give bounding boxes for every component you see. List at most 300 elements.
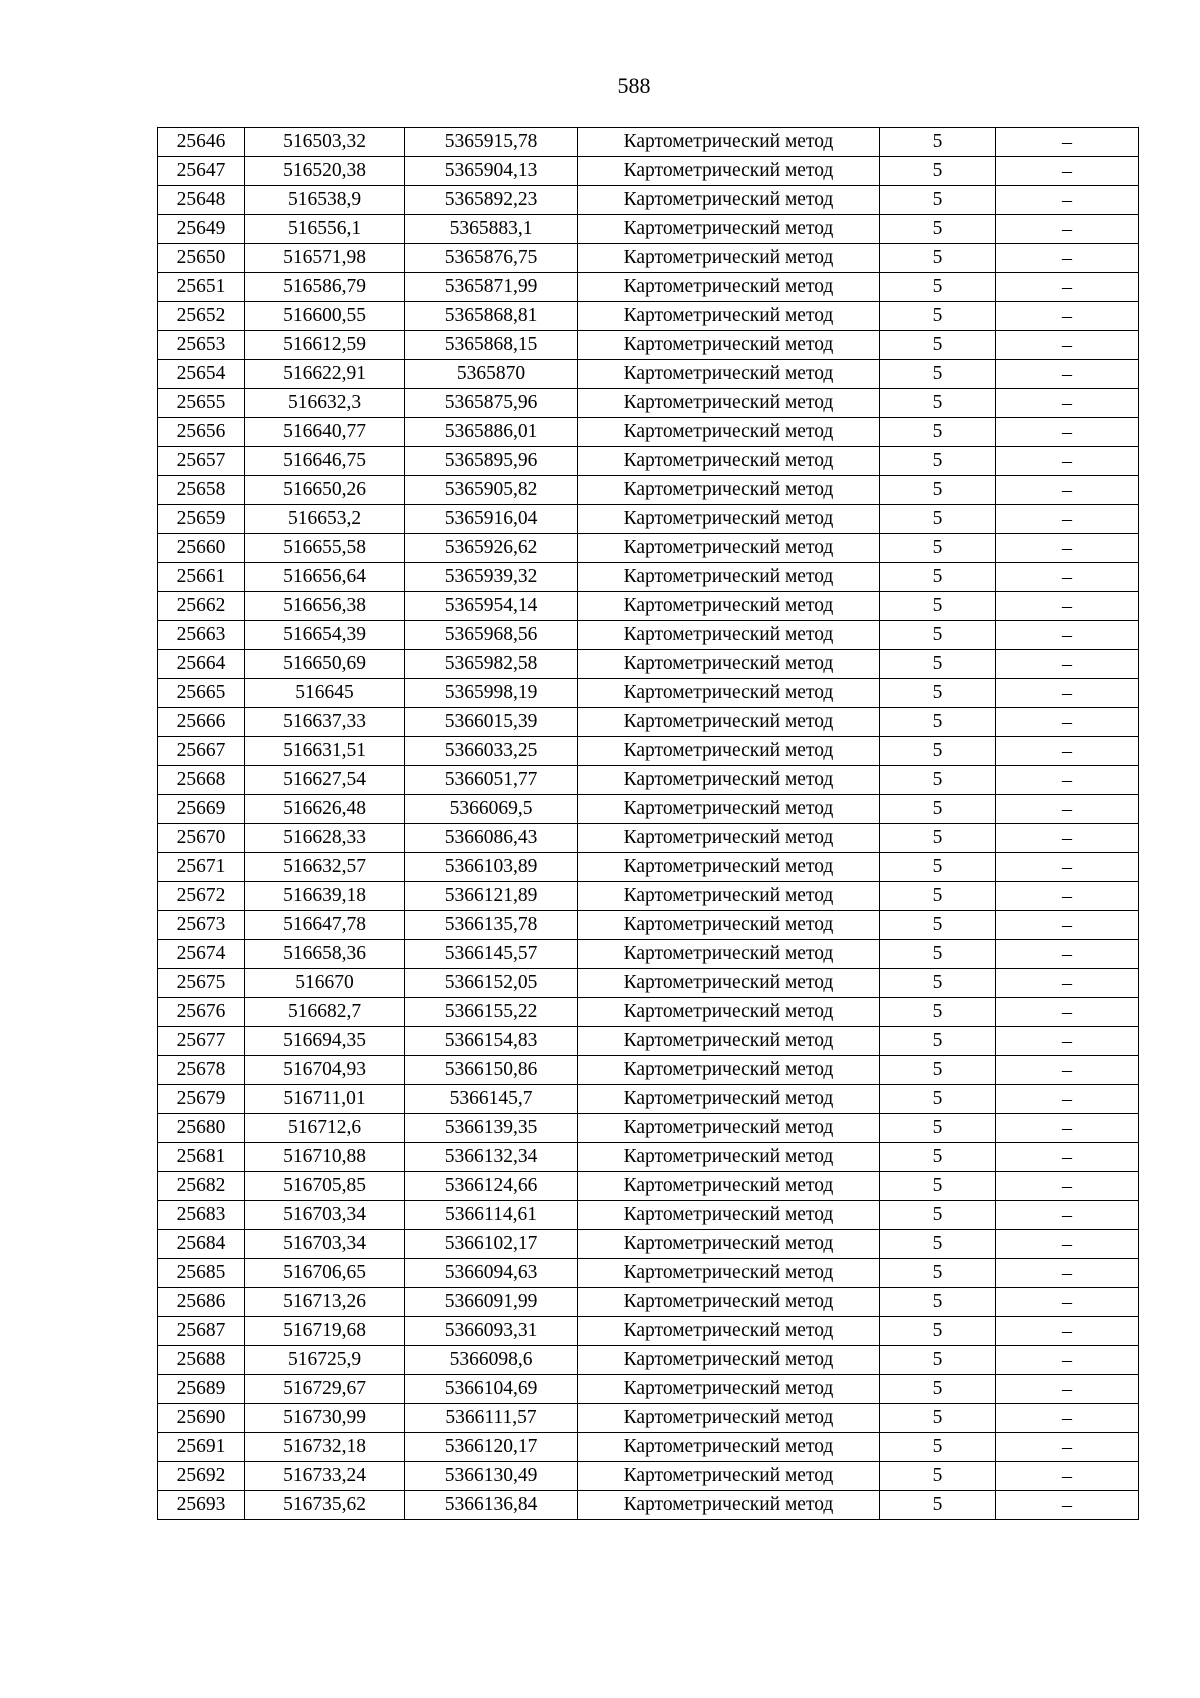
accuracy-cell: 5 (880, 969, 996, 998)
note-cell: – (996, 795, 1139, 824)
note-cell: – (996, 1201, 1139, 1230)
x-coordinate-cell: 516735,62 (245, 1491, 405, 1520)
table-row (158, 1433, 1139, 1462)
table-row (158, 1462, 1139, 1491)
point-number-cell: 25657 (158, 447, 245, 476)
note-cell: – (996, 1375, 1139, 1404)
note-cell: – (996, 1230, 1139, 1259)
y-coordinate-cell: 5365968,56 (405, 621, 578, 650)
y-coordinate-cell: 5366124,66 (405, 1172, 578, 1201)
accuracy-cell: 5 (880, 447, 996, 476)
x-coordinate-cell: 516503,32 (245, 128, 405, 157)
point-number-cell: 25664 (158, 650, 245, 679)
y-coordinate-cell: 5365871,99 (405, 273, 578, 302)
y-coordinate-cell: 5366051,77 (405, 766, 578, 795)
point-number-cell: 25661 (158, 563, 245, 592)
note-cell: – (996, 418, 1139, 447)
method-cell: Картометрический метод (578, 273, 880, 302)
accuracy-cell: 5 (880, 882, 996, 911)
note-cell: – (996, 273, 1139, 302)
y-coordinate-cell: 5365916,04 (405, 505, 578, 534)
note-cell: – (996, 650, 1139, 679)
accuracy-cell: 5 (880, 505, 996, 534)
point-number-cell: 25691 (158, 1433, 245, 1462)
point-number-cell: 25650 (158, 244, 245, 273)
note-cell: – (996, 360, 1139, 389)
accuracy-cell: 5 (880, 621, 996, 650)
accuracy-cell: 5 (880, 418, 996, 447)
method-cell: Картометрический метод (578, 1462, 880, 1491)
x-coordinate-cell: 516658,36 (245, 940, 405, 969)
note-cell: – (996, 679, 1139, 708)
y-coordinate-cell: 5366093,31 (405, 1317, 578, 1346)
x-coordinate-cell: 516612,59 (245, 331, 405, 360)
point-number-cell: 25693 (158, 1491, 245, 1520)
note-cell: – (996, 621, 1139, 650)
point-number-cell: 25672 (158, 882, 245, 911)
table-row (158, 534, 1139, 563)
note-cell: – (996, 1404, 1139, 1433)
x-coordinate-cell: 516725,9 (245, 1346, 405, 1375)
note-cell: – (996, 563, 1139, 592)
method-cell: Картометрический метод (578, 1433, 880, 1462)
method-cell: Картометрический метод (578, 650, 880, 679)
point-number-cell: 25651 (158, 273, 245, 302)
accuracy-cell: 5 (880, 766, 996, 795)
method-cell: Картометрический метод (578, 1056, 880, 1085)
table-body (158, 128, 1139, 1520)
table-row (158, 360, 1139, 389)
accuracy-cell: 5 (880, 708, 996, 737)
method-cell: Картометрический метод (578, 1491, 880, 1520)
note-cell: – (996, 824, 1139, 853)
table-row (158, 911, 1139, 940)
note-cell: – (996, 1317, 1139, 1346)
point-number-cell: 25663 (158, 621, 245, 650)
accuracy-cell: 5 (880, 534, 996, 563)
y-coordinate-cell: 5366135,78 (405, 911, 578, 940)
note-cell: – (996, 1259, 1139, 1288)
table-row (158, 650, 1139, 679)
accuracy-cell: 5 (880, 1114, 996, 1143)
coordinates-table (157, 127, 1139, 1520)
accuracy-cell: 5 (880, 853, 996, 882)
accuracy-cell: 5 (880, 563, 996, 592)
x-coordinate-cell: 516719,68 (245, 1317, 405, 1346)
method-cell: Картометрический метод (578, 302, 880, 331)
y-coordinate-cell: 5365868,15 (405, 331, 578, 360)
method-cell: Картометрический метод (578, 708, 880, 737)
accuracy-cell: 5 (880, 940, 996, 969)
point-number-cell: 25671 (158, 853, 245, 882)
accuracy-cell: 5 (880, 1288, 996, 1317)
point-number-cell: 25677 (158, 1027, 245, 1056)
accuracy-cell: 5 (880, 389, 996, 418)
note-cell: – (996, 186, 1139, 215)
accuracy-cell: 5 (880, 737, 996, 766)
x-coordinate-cell: 516647,78 (245, 911, 405, 940)
y-coordinate-cell: 5366104,69 (405, 1375, 578, 1404)
y-coordinate-cell: 5366145,57 (405, 940, 578, 969)
accuracy-cell: 5 (880, 1375, 996, 1404)
point-number-cell: 25667 (158, 737, 245, 766)
method-cell: Картометрический метод (578, 766, 880, 795)
y-coordinate-cell: 5365905,82 (405, 476, 578, 505)
table-row (158, 882, 1139, 911)
x-coordinate-cell: 516637,33 (245, 708, 405, 737)
y-coordinate-cell: 5366033,25 (405, 737, 578, 766)
x-coordinate-cell: 516520,38 (245, 157, 405, 186)
x-coordinate-cell: 516656,64 (245, 563, 405, 592)
accuracy-cell: 5 (880, 273, 996, 302)
method-cell: Картометрический метод (578, 824, 880, 853)
x-coordinate-cell: 516631,51 (245, 737, 405, 766)
y-coordinate-cell: 5365926,62 (405, 534, 578, 563)
note-cell: – (996, 911, 1139, 940)
point-number-cell: 25673 (158, 911, 245, 940)
x-coordinate-cell: 516694,35 (245, 1027, 405, 1056)
note-cell: – (996, 969, 1139, 998)
table-row (158, 1114, 1139, 1143)
table-row (158, 737, 1139, 766)
note-cell: – (996, 1114, 1139, 1143)
point-number-cell: 25653 (158, 331, 245, 360)
table-row (158, 1027, 1139, 1056)
method-cell: Картометрический метод (578, 679, 880, 708)
y-coordinate-cell: 5365939,32 (405, 563, 578, 592)
table-row (158, 766, 1139, 795)
table-row (158, 418, 1139, 447)
point-number-cell: 25665 (158, 679, 245, 708)
note-cell: – (996, 1462, 1139, 1491)
note-cell: – (996, 215, 1139, 244)
method-cell: Картометрический метод (578, 418, 880, 447)
y-coordinate-cell: 5366091,99 (405, 1288, 578, 1317)
x-coordinate-cell: 516622,91 (245, 360, 405, 389)
x-coordinate-cell: 516654,39 (245, 621, 405, 650)
method-cell: Картометрический метод (578, 998, 880, 1027)
point-number-cell: 25675 (158, 969, 245, 998)
x-coordinate-cell: 516640,77 (245, 418, 405, 447)
note-cell: – (996, 331, 1139, 360)
x-coordinate-cell: 516710,88 (245, 1143, 405, 1172)
x-coordinate-cell: 516729,67 (245, 1375, 405, 1404)
x-coordinate-cell: 516713,26 (245, 1288, 405, 1317)
method-cell: Картометрический метод (578, 244, 880, 273)
point-number-cell: 25659 (158, 505, 245, 534)
method-cell: Картометрический метод (578, 534, 880, 563)
y-coordinate-cell: 5366139,35 (405, 1114, 578, 1143)
x-coordinate-cell: 516650,26 (245, 476, 405, 505)
y-coordinate-cell: 5366120,17 (405, 1433, 578, 1462)
point-number-cell: 25674 (158, 940, 245, 969)
method-cell: Картометрический метод (578, 1085, 880, 1114)
table-row (158, 1143, 1139, 1172)
y-coordinate-cell: 5366155,22 (405, 998, 578, 1027)
y-coordinate-cell: 5366114,61 (405, 1201, 578, 1230)
x-coordinate-cell: 516656,38 (245, 592, 405, 621)
accuracy-cell: 5 (880, 1404, 996, 1433)
method-cell: Картометрический метод (578, 563, 880, 592)
point-number-cell: 25692 (158, 1462, 245, 1491)
x-coordinate-cell: 516632,3 (245, 389, 405, 418)
table-row (158, 998, 1139, 1027)
point-number-cell: 25647 (158, 157, 245, 186)
note-cell: – (996, 1433, 1139, 1462)
method-cell: Картометрический метод (578, 621, 880, 650)
x-coordinate-cell: 516732,18 (245, 1433, 405, 1462)
x-coordinate-cell: 516628,33 (245, 824, 405, 853)
method-cell: Картометрический метод (578, 215, 880, 244)
x-coordinate-cell: 516703,34 (245, 1230, 405, 1259)
accuracy-cell: 5 (880, 1085, 996, 1114)
table-row (158, 708, 1139, 737)
x-coordinate-cell: 516586,79 (245, 273, 405, 302)
table-row (158, 1201, 1139, 1230)
accuracy-cell: 5 (880, 1143, 996, 1172)
y-coordinate-cell: 5366094,63 (405, 1259, 578, 1288)
table-row (158, 1172, 1139, 1201)
table-row (158, 215, 1139, 244)
x-coordinate-cell: 516733,24 (245, 1462, 405, 1491)
y-coordinate-cell: 5365875,96 (405, 389, 578, 418)
point-number-cell: 25688 (158, 1346, 245, 1375)
accuracy-cell: 5 (880, 244, 996, 273)
y-coordinate-cell: 5366121,89 (405, 882, 578, 911)
table-row (158, 592, 1139, 621)
x-coordinate-cell: 516650,69 (245, 650, 405, 679)
y-coordinate-cell: 5366150,86 (405, 1056, 578, 1085)
accuracy-cell: 5 (880, 1462, 996, 1491)
accuracy-cell: 5 (880, 824, 996, 853)
table-row (158, 940, 1139, 969)
x-coordinate-cell: 516646,75 (245, 447, 405, 476)
accuracy-cell: 5 (880, 1433, 996, 1462)
accuracy-cell: 5 (880, 360, 996, 389)
accuracy-cell: 5 (880, 157, 996, 186)
note-cell: – (996, 1027, 1139, 1056)
table-row (158, 1491, 1139, 1520)
point-number-cell: 25687 (158, 1317, 245, 1346)
x-coordinate-cell: 516571,98 (245, 244, 405, 273)
y-coordinate-cell: 5365870 (405, 360, 578, 389)
method-cell: Картометрический метод (578, 1114, 880, 1143)
page-number: 588 (617, 73, 651, 98)
table-row (158, 186, 1139, 215)
x-coordinate-cell: 516653,2 (245, 505, 405, 534)
x-coordinate-cell: 516600,55 (245, 302, 405, 331)
method-cell: Картометрический метод (578, 1404, 880, 1433)
accuracy-cell: 5 (880, 1230, 996, 1259)
note-cell: – (996, 1143, 1139, 1172)
table-row (158, 244, 1139, 273)
point-number-cell: 25649 (158, 215, 245, 244)
table-row (158, 1259, 1139, 1288)
y-coordinate-cell: 5366102,17 (405, 1230, 578, 1259)
point-number-cell: 25681 (158, 1143, 245, 1172)
x-coordinate-cell: 516703,34 (245, 1201, 405, 1230)
y-coordinate-cell: 5365954,14 (405, 592, 578, 621)
table-row (158, 1056, 1139, 1085)
table-row (158, 331, 1139, 360)
note-cell: – (996, 592, 1139, 621)
point-number-cell: 25685 (158, 1259, 245, 1288)
accuracy-cell: 5 (880, 1317, 996, 1346)
y-coordinate-cell: 5365886,01 (405, 418, 578, 447)
note-cell: – (996, 1491, 1139, 1520)
y-coordinate-cell: 5366086,43 (405, 824, 578, 853)
accuracy-cell: 5 (880, 1259, 996, 1288)
point-number-cell: 25652 (158, 302, 245, 331)
table-row (158, 476, 1139, 505)
table-row (158, 1346, 1139, 1375)
method-cell: Картометрический метод (578, 1172, 880, 1201)
method-cell: Картометрический метод (578, 447, 880, 476)
x-coordinate-cell: 516704,93 (245, 1056, 405, 1085)
x-coordinate-cell: 516712,6 (245, 1114, 405, 1143)
y-coordinate-cell: 5365904,13 (405, 157, 578, 186)
point-number-cell: 25666 (158, 708, 245, 737)
y-coordinate-cell: 5366136,84 (405, 1491, 578, 1520)
accuracy-cell: 5 (880, 998, 996, 1027)
method-cell: Картометрический метод (578, 505, 880, 534)
note-cell: – (996, 708, 1139, 737)
point-number-cell: 25689 (158, 1375, 245, 1404)
table-row (158, 679, 1139, 708)
method-cell: Картометрический метод (578, 1259, 880, 1288)
accuracy-cell: 5 (880, 331, 996, 360)
table-row (158, 621, 1139, 650)
note-cell: – (996, 244, 1139, 273)
y-coordinate-cell: 5366103,89 (405, 853, 578, 882)
y-coordinate-cell: 5366145,7 (405, 1085, 578, 1114)
table-row (158, 1375, 1139, 1404)
y-coordinate-cell: 5366132,34 (405, 1143, 578, 1172)
x-coordinate-cell: 516670 (245, 969, 405, 998)
table-row (158, 969, 1139, 998)
note-cell: – (996, 940, 1139, 969)
point-number-cell: 25682 (158, 1172, 245, 1201)
table-row (158, 389, 1139, 418)
y-coordinate-cell: 5366069,5 (405, 795, 578, 824)
method-cell: Картометрический метод (578, 853, 880, 882)
y-coordinate-cell: 5365892,23 (405, 186, 578, 215)
accuracy-cell: 5 (880, 650, 996, 679)
method-cell: Картометрический метод (578, 360, 880, 389)
x-coordinate-cell: 516645 (245, 679, 405, 708)
y-coordinate-cell: 5366111,57 (405, 1404, 578, 1433)
y-coordinate-cell: 5366015,39 (405, 708, 578, 737)
y-coordinate-cell: 5365915,78 (405, 128, 578, 157)
table-row (158, 1230, 1139, 1259)
accuracy-cell: 5 (880, 1346, 996, 1375)
table-row (158, 1404, 1139, 1433)
method-cell: Картометрический метод (578, 940, 880, 969)
y-coordinate-cell: 5365868,81 (405, 302, 578, 331)
point-number-cell: 25683 (158, 1201, 245, 1230)
note-cell: – (996, 157, 1139, 186)
note-cell: – (996, 1172, 1139, 1201)
x-coordinate-cell: 516632,57 (245, 853, 405, 882)
y-coordinate-cell: 5366098,6 (405, 1346, 578, 1375)
method-cell: Картометрический метод (578, 331, 880, 360)
method-cell: Картометрический метод (578, 969, 880, 998)
note-cell: – (996, 737, 1139, 766)
x-coordinate-cell: 516705,85 (245, 1172, 405, 1201)
table-row (158, 157, 1139, 186)
x-coordinate-cell: 516682,7 (245, 998, 405, 1027)
note-cell: – (996, 882, 1139, 911)
method-cell: Картометрический метод (578, 1346, 880, 1375)
method-cell: Картометрический метод (578, 911, 880, 940)
y-coordinate-cell: 5365883,1 (405, 215, 578, 244)
point-number-cell: 25670 (158, 824, 245, 853)
x-coordinate-cell: 516627,54 (245, 766, 405, 795)
y-coordinate-cell: 5366130,49 (405, 1462, 578, 1491)
table-row (158, 795, 1139, 824)
point-number-cell: 25679 (158, 1085, 245, 1114)
method-cell: Картометрический метод (578, 1027, 880, 1056)
note-cell: – (996, 998, 1139, 1027)
table-row (158, 128, 1139, 157)
point-number-cell: 25660 (158, 534, 245, 563)
note-cell: – (996, 476, 1139, 505)
accuracy-cell: 5 (880, 128, 996, 157)
x-coordinate-cell: 516730,99 (245, 1404, 405, 1433)
x-coordinate-cell: 516556,1 (245, 215, 405, 244)
table-row (158, 1288, 1139, 1317)
method-cell: Картометрический метод (578, 128, 880, 157)
method-cell: Картометрический метод (578, 737, 880, 766)
note-cell: – (996, 853, 1139, 882)
y-coordinate-cell: 5366152,05 (405, 969, 578, 998)
note-cell: – (996, 505, 1139, 534)
x-coordinate-cell: 516626,48 (245, 795, 405, 824)
point-number-cell: 25690 (158, 1404, 245, 1433)
accuracy-cell: 5 (880, 215, 996, 244)
note-cell: – (996, 1288, 1139, 1317)
table-row (158, 505, 1139, 534)
accuracy-cell: 5 (880, 1172, 996, 1201)
point-number-cell: 25658 (158, 476, 245, 505)
point-number-cell: 25662 (158, 592, 245, 621)
method-cell: Картометрический метод (578, 1288, 880, 1317)
accuracy-cell: 5 (880, 1201, 996, 1230)
note-cell: – (996, 1085, 1139, 1114)
point-number-cell: 25648 (158, 186, 245, 215)
point-number-cell: 25656 (158, 418, 245, 447)
method-cell: Картометрический метод (578, 476, 880, 505)
method-cell: Картометрический метод (578, 795, 880, 824)
y-coordinate-cell: 5366154,83 (405, 1027, 578, 1056)
note-cell: – (996, 447, 1139, 476)
note-cell: – (996, 1056, 1139, 1085)
method-cell: Картометрический метод (578, 592, 880, 621)
point-number-cell: 25684 (158, 1230, 245, 1259)
y-coordinate-cell: 5365982,58 (405, 650, 578, 679)
point-number-cell: 25678 (158, 1056, 245, 1085)
accuracy-cell: 5 (880, 186, 996, 215)
table-row (158, 563, 1139, 592)
method-cell: Картометрический метод (578, 1317, 880, 1346)
point-number-cell: 25654 (158, 360, 245, 389)
accuracy-cell: 5 (880, 302, 996, 331)
method-cell: Картометрический метод (578, 186, 880, 215)
table-row (158, 853, 1139, 882)
note-cell: – (996, 302, 1139, 331)
x-coordinate-cell: 516706,65 (245, 1259, 405, 1288)
accuracy-cell: 5 (880, 795, 996, 824)
